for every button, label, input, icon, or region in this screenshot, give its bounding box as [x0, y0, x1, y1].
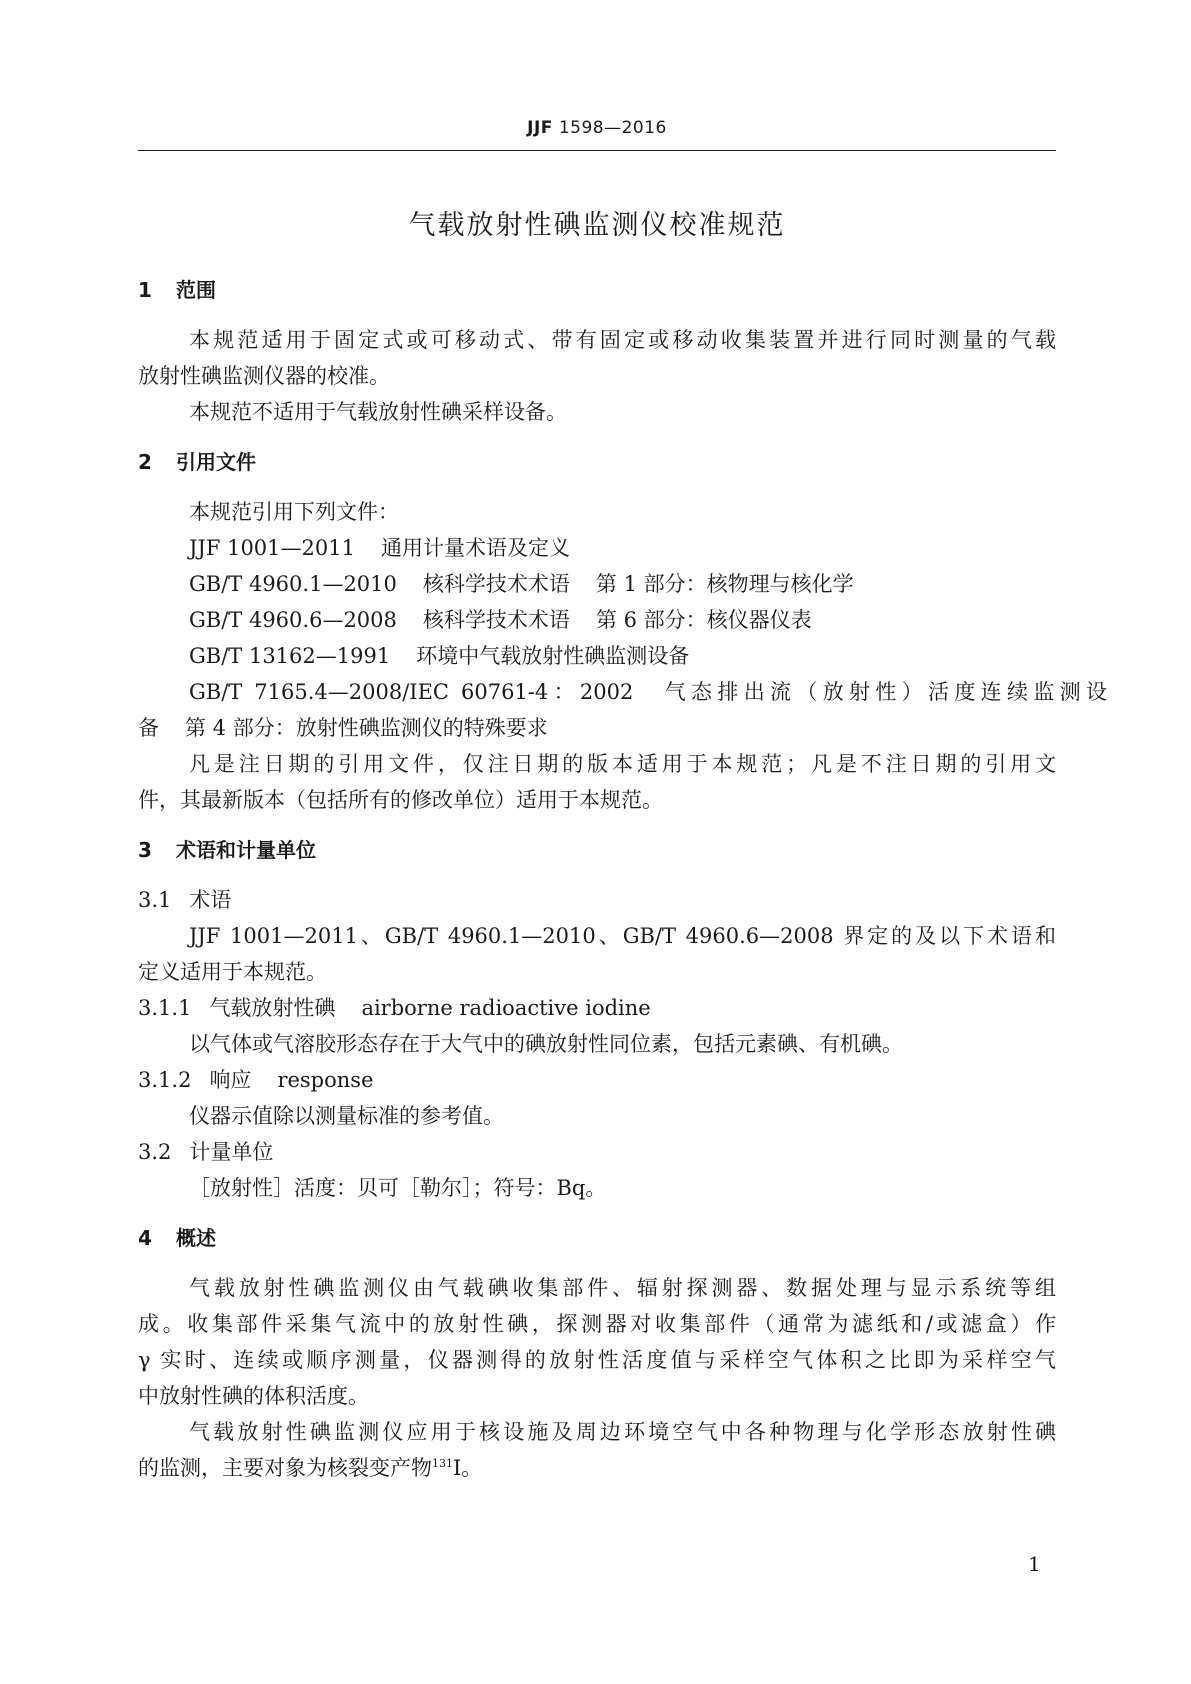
standard-number: 1598—2016 — [558, 118, 667, 138]
s3-1-line2: 定义适用于本规范。 — [138, 960, 327, 984]
header-rule — [138, 150, 1056, 151]
section-1-heading: 1 范围 — [138, 278, 216, 302]
page-title: 气载放射性碘监测仪校准规范 — [408, 210, 786, 241]
term-3-1-1-definition: 以气体或气溶胶形态存在于大气中的碘放射性同位素，包括元素碘、有机碘。 — [189, 1032, 903, 1056]
section-4-heading: 4 概述 — [138, 1226, 216, 1250]
reference-4: GB/T 13162—1991 环境中气载放射性碘监测设备 — [189, 644, 690, 668]
s4-para1-line1: 气载放射性碘监测仪由气载碘收集部件、辐射探测器、数据处理与显示系统等组 — [189, 1276, 1056, 1300]
s4-para2-line1: 气载放射性碘监测仪应用于核设施及周边环境空气中各种物理与化学形态放射性碘 — [189, 1420, 1056, 1444]
s2-note-line1: 凡是注日期的引用文件，仅注日期的版本适用于本规范；凡是不注日期的引用文 — [189, 752, 1056, 776]
section-2-heading: 2 引用文件 — [138, 450, 256, 474]
section-3-heading: 3 术语和计量单位 — [138, 838, 316, 862]
standard-code: JJF — [527, 118, 553, 138]
reference-2: GB/T 4960.1—2010 核科学技术术语 第 1 部分：核物理与核化学 — [189, 572, 854, 596]
term-3-1-2-definition: 仪器示值除以测量标准的参考值。 — [189, 1104, 504, 1128]
s4-para1-line3: γ 实时、连续或顺序测量，仪器测得的放射性活度值与采样空气体积之比即为采样空气 — [138, 1348, 1056, 1372]
s1-para2: 本规范不适用于气载放射性碘采样设备。 — [189, 400, 567, 424]
s1-para1-line1: 本规范适用于固定式或可移动式、带有固定或移动收集装置并进行同时测量的气载 — [189, 328, 1056, 352]
term-3-1-1-heading: 3.1.1 气载放射性碘 airborne radioactive iodine — [138, 996, 651, 1020]
term-3-1-2-heading: 3.1.2 响应 response — [138, 1068, 374, 1092]
s3-1-line1: JJF 1001—2011、GB/T 4960.1—2010、GB/T 4960.6—2008 界定的及以下术语和 — [189, 924, 1056, 948]
subsection-3-1-heading: 3.1 术语 — [138, 888, 232, 912]
page-number: 1 — [1028, 1552, 1041, 1576]
s4-para1-line2: 成。收集部件采集气流中的放射性碘，探测器对收集部件（通常为滤纸和/或滤盒）作 — [138, 1312, 1056, 1336]
reference-1: JJF 1001—2011 通用计量术语及定义 — [189, 536, 570, 560]
s2-intro: 本规范引用下列文件： — [189, 500, 399, 524]
s4-para1-line4: 中放射性碘的体积活度。 — [138, 1384, 369, 1408]
reference-3: GB/T 4960.6—2008 核科学技术术语 第 6 部分：核仪器仪表 — [189, 608, 812, 632]
subsection-3-2-heading: 3.2 计量单位 — [138, 1140, 274, 1164]
reference-5-line1: GB/T 7165.4—2008/IEC 60761-4：2002 气态排出流（放射性）活度连续监测设 — [189, 680, 1108, 704]
s1-para1-line2: 放射性碘监测仪器的校准。 — [138, 364, 390, 388]
reference-5-line2: 备 第 4 部分：放射性碘监测仪的特殊要求 — [138, 716, 548, 740]
isotope-mass-number: 131 — [432, 1457, 453, 1470]
s4-para2-line2: 的监测，主要对象为核裂变产物$^{131}$I。 — [138, 1456, 483, 1480]
running-header — [138, 118, 1056, 138]
s2-note-line2: 件，其最新版本（包括所有的修改单位）适用于本规范。 — [138, 788, 663, 812]
s3-2-definition: ［放射性］活度：贝可［勒尔］；符号：Bq。 — [189, 1176, 607, 1200]
